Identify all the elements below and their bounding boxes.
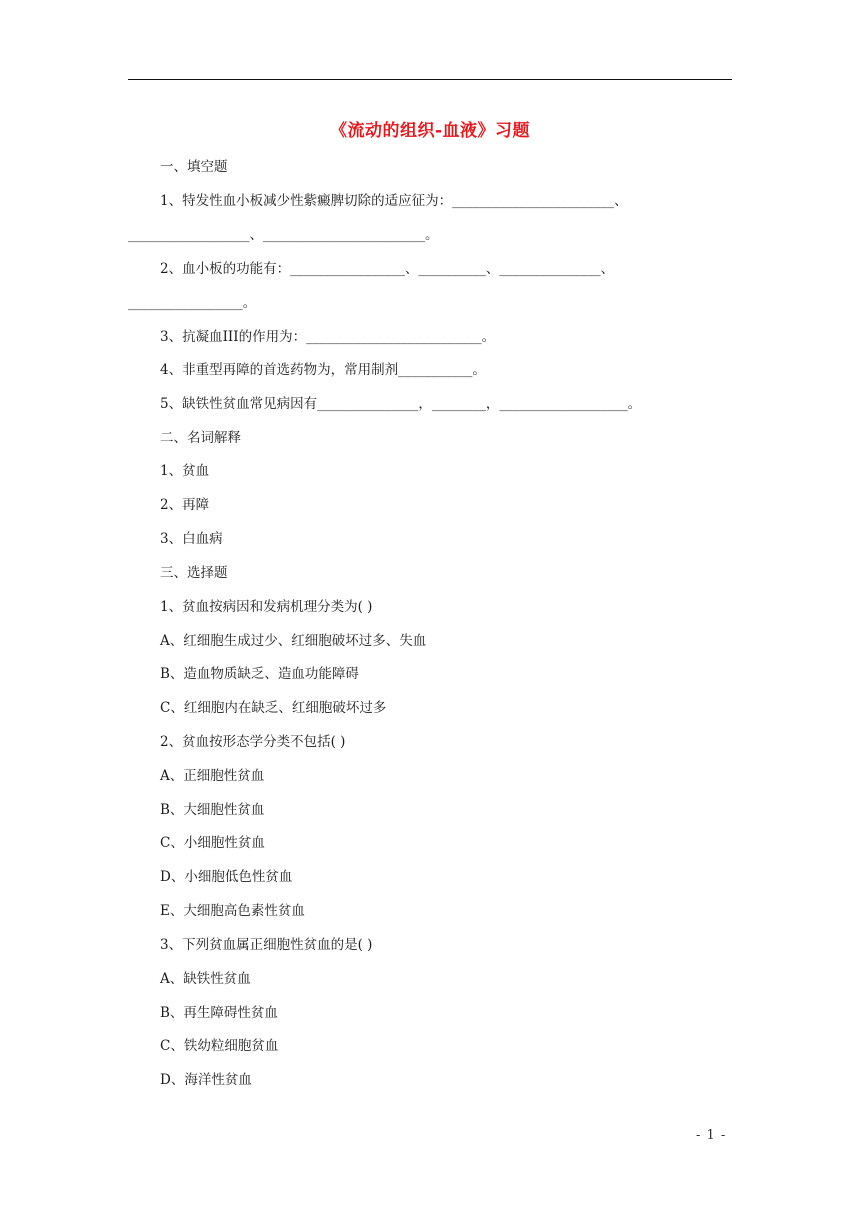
choice-question-3: 3、下列贫血属正细胞性贫血的是( ) [160, 937, 373, 953]
section-heading-terms: 二、名词解释 [160, 430, 241, 446]
section-heading-choice: 三、选择题 [160, 565, 228, 581]
fill-question-3: 3、抗凝血III的作用为：__________________________。 [160, 329, 496, 345]
choice-question-1: 1、贫血按病因和发病机理分类为( ) [160, 599, 373, 615]
choice-q1-option-c: C、红细胞内在缺乏、红细胞破坏过多 [160, 700, 387, 716]
choice-q2-option-c: C、小细胞性贫血 [160, 835, 265, 851]
choice-question-2: 2、贫血按形态学分类不包括( ) [160, 734, 346, 750]
choice-q1-option-b: B、造血物质缺乏、造血功能障碍 [160, 666, 359, 682]
choice-q2-option-e: E、大细胞高色素性贫血 [160, 903, 305, 919]
term-item-1: 1、贫血 [160, 463, 210, 479]
choice-q2-option-a: A、正细胞性贫血 [160, 768, 265, 784]
term-item-3: 3、白血病 [160, 531, 223, 547]
fill-question-4: 4、非重型再障的首选药物为，常用制剂___________。 [160, 362, 486, 378]
term-item-2: 2、再障 [160, 497, 210, 513]
fill-question-2-line-2: _________________。 [128, 295, 257, 311]
choice-q3-option-a: A、缺铁性贫血 [160, 971, 251, 987]
choice-q2-option-d: D、小细胞低色性贫血 [160, 869, 293, 885]
fill-question-1-line-1: 1、特发性血小板减少性紫癜脾切除的适应征为：________________________、 [160, 193, 628, 209]
choice-q3-option-c: C、铁幼粒细胞贫血 [160, 1038, 279, 1054]
section-heading-fill-blank: 一、填空题 [160, 159, 228, 175]
choice-q3-option-d: D、海洋性贫血 [160, 1072, 252, 1088]
choice-q3-option-b: B、再生障碍性贫血 [160, 1005, 278, 1021]
page-number: - 1 - [696, 1128, 727, 1143]
document-title: 《流动的组织-血液》习题 [329, 121, 531, 141]
choice-q2-option-b: B、大细胞性贫血 [160, 802, 265, 818]
fill-question-1-line-2: __________________、________________________。 [128, 227, 439, 243]
choice-q1-option-a: A、红细胞生成过少、红细胞破坏过多、失血 [160, 633, 427, 649]
fill-question-5: 5、缺铁性贫血常见病因有_______________，________，___________________。 [160, 396, 642, 412]
header-rule [128, 79, 732, 80]
fill-question-2-line-1: 2、血小板的功能有：_________________、__________、_______________、 [160, 261, 615, 277]
